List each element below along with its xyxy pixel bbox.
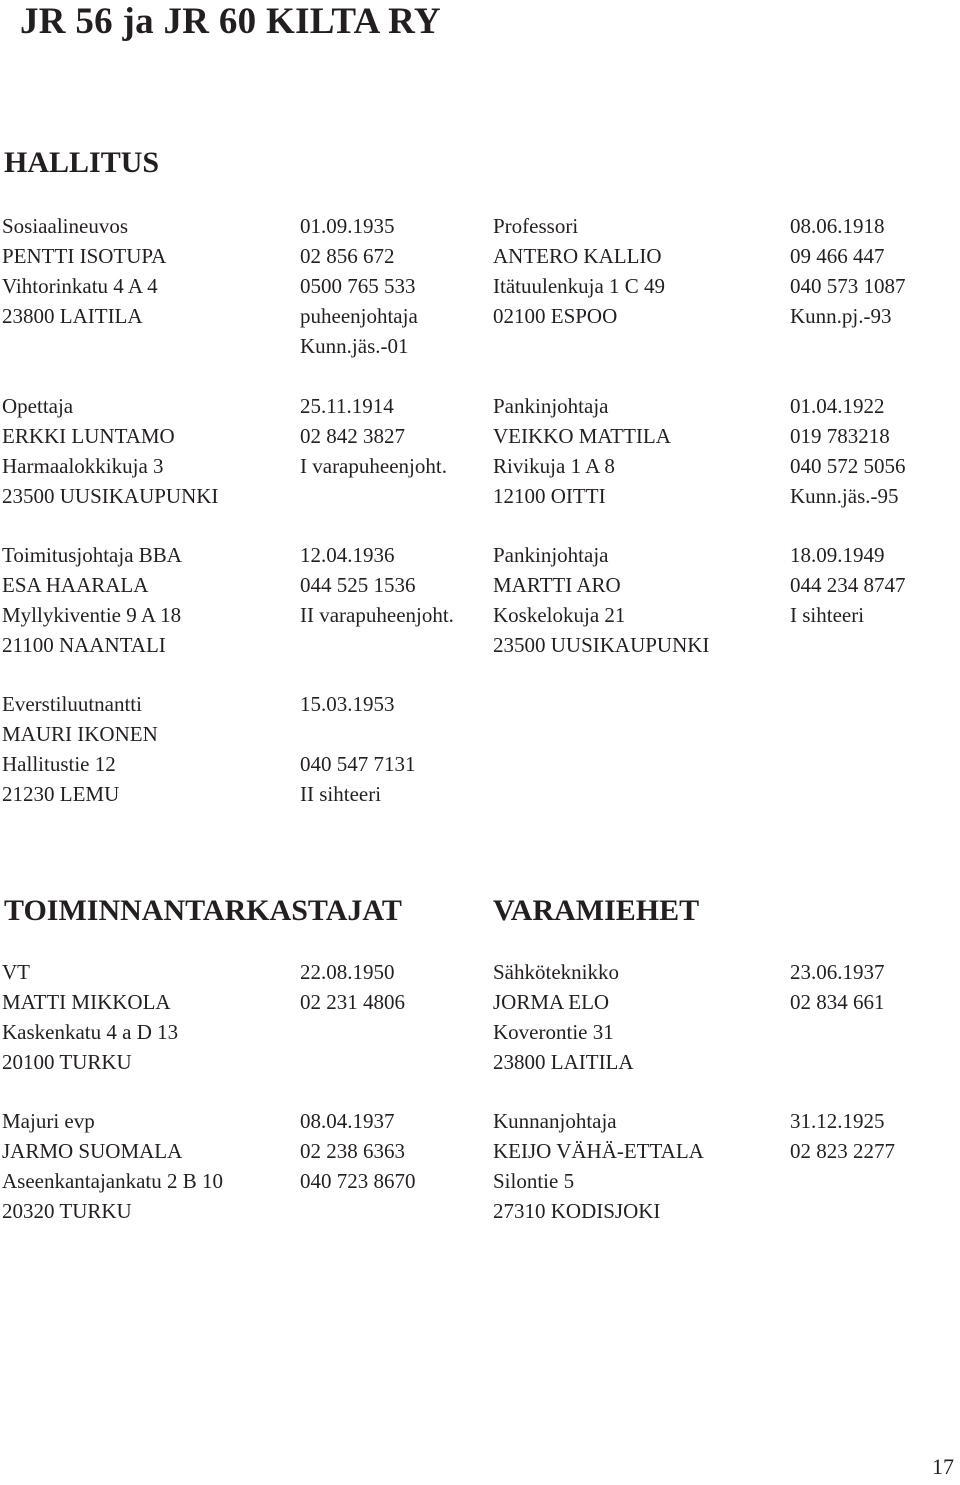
member-city: 12100 OITTI (493, 484, 606, 508)
member-info (2, 689, 158, 809)
member-name: KEIJO VÄHÄ-ETTALA (493, 1139, 704, 1163)
member-street: Hallitustie 12 (2, 752, 116, 776)
member-street: Aseenkantajankatu 2 B 10 (2, 1169, 224, 1193)
member-name: ANTERO KALLIO (493, 244, 662, 268)
member-info (493, 957, 634, 1077)
member-street: Vihtorinkatu 4 A 4 (2, 274, 158, 298)
member-birthdate: 15.03.1953 (300, 692, 395, 716)
member-name: PENTTI ISOTUPA (2, 244, 167, 268)
member-info (493, 211, 665, 331)
member-city: 27310 KODISJOKI (493, 1199, 661, 1223)
member-title: Opettaja (2, 394, 74, 418)
member-name: ERKKI LUNTAMO (2, 424, 175, 448)
member-title: Kunnanjohtaja (493, 1109, 617, 1133)
member-info (493, 391, 671, 511)
member-details (790, 540, 906, 630)
member-info (2, 391, 218, 511)
member-membership: Kunn.pj.-93 (790, 304, 892, 328)
member-city: 21230 LEMU (2, 782, 120, 806)
member-details (300, 540, 454, 630)
member-street: Koskelokuja 21 (493, 603, 626, 627)
member-city: 02100 ESPOO (493, 304, 618, 328)
member-mobile: 040 723 8670 (300, 1169, 416, 1193)
member-membership: Kunn.jäs.-95 (790, 484, 899, 508)
member-street: Koverontie 31 (493, 1020, 614, 1044)
member-city: 20320 TURKU (2, 1199, 132, 1223)
toiminnantarkastajat-heading: TOIMINNANTARKASTAJAT (4, 894, 402, 927)
member-street: Silontie 5 (493, 1169, 575, 1193)
member-city: 20100 TURKU (2, 1050, 132, 1074)
member-details (790, 211, 906, 331)
member-title: VT (2, 960, 30, 984)
member-street: Rivikuja 1 A 8 (493, 454, 615, 478)
member-role: I varapuheenjoht. (300, 454, 447, 478)
member-name: MAURI IKONEN (2, 722, 158, 746)
member-title: Majuri evp (2, 1109, 95, 1133)
varamiehet-heading: VARAMIEHET (493, 894, 700, 927)
member-title: Pankinjohtaja (493, 543, 609, 567)
member-birthdate: 22.08.1950 (300, 960, 395, 984)
page-number: 17 (932, 1454, 954, 1479)
member-birthdate: 08.04.1937 (300, 1109, 395, 1133)
member-mobile: 040 572 5056 (790, 454, 906, 478)
member-info (2, 211, 166, 331)
member-phone: 044 234 8747 (790, 573, 906, 597)
member-phone: 02 834 661 (790, 990, 885, 1014)
member-birthdate: 25.11.1914 (300, 394, 394, 418)
member-membership: Kunn.jäs.-01 (300, 334, 409, 358)
member-info (2, 1106, 223, 1226)
member-phone: 02 238 6363 (300, 1139, 405, 1163)
member-role: II sihteeri (300, 782, 382, 806)
member-role: II varapuheenjoht. (300, 603, 454, 627)
member-mobile: 040 573 1087 (790, 274, 906, 298)
member-blank (300, 719, 416, 749)
member-name: ESA HAARALA (2, 573, 149, 597)
member-details (790, 957, 885, 1017)
member-details (300, 689, 416, 809)
member-title: Sosiaalineuvos (2, 214, 128, 238)
member-name: JORMA ELO (493, 990, 610, 1014)
member-phone: 040 547 7131 (300, 752, 416, 776)
member-info (2, 540, 182, 660)
member-street: Myllykiventie 9 A 18 (2, 603, 182, 627)
member-title: Pankinjohtaja (493, 394, 609, 418)
member-phone: 02 842 3827 (300, 424, 405, 448)
member-birthdate: 01.09.1935 (300, 214, 395, 238)
member-info (493, 1106, 704, 1226)
member-details (300, 1106, 416, 1196)
member-title: Professori (493, 214, 579, 238)
member-details (790, 1106, 895, 1166)
member-mobile: 0500 765 533 (300, 274, 416, 298)
member-details (790, 391, 906, 511)
member-details (300, 957, 405, 1017)
member-phone: 019 783218 (790, 424, 890, 448)
member-phone: 02 231 4806 (300, 990, 405, 1014)
member-birthdate: 23.06.1937 (790, 960, 885, 984)
member-title: Sähköteknikko (493, 960, 619, 984)
member-city: 23500 UUSIKAUPUNKI (2, 484, 219, 508)
member-info (493, 540, 709, 660)
member-name: JARMO SUOMALA (2, 1139, 183, 1163)
member-phone: 02 823 2277 (790, 1139, 895, 1163)
member-role: I sihteeri (790, 603, 865, 627)
member-phone: 044 525 1536 (300, 573, 416, 597)
member-street: Itätuulenkuja 1 C 49 (493, 274, 666, 298)
member-role: puheenjohtaja (300, 304, 418, 328)
member-phone: 02 856 672 (300, 244, 395, 268)
member-city: 23500 UUSIKAUPUNKI (493, 633, 710, 657)
member-birthdate: 01.04.1922 (790, 394, 885, 418)
member-details (300, 211, 418, 361)
member-birthdate: 12.04.1936 (300, 543, 395, 567)
member-birthdate: 18.09.1949 (790, 543, 885, 567)
document-title: JR 56 ja JR 60 KILTA RY (20, 1, 441, 42)
hallitus-heading: HALLITUS (4, 146, 160, 179)
member-birthdate: 31.12.1925 (790, 1109, 885, 1133)
member-city: 21100 NAANTALI (2, 633, 166, 657)
member-info (2, 957, 178, 1077)
member-phone: 09 466 447 (790, 244, 885, 268)
member-birthdate: 08.06.1918 (790, 214, 885, 238)
member-title: Toimitusjohtaja BBA (2, 543, 182, 567)
member-name: MARTTI ARO (493, 573, 621, 597)
member-name: VEIKKO MATTILA (493, 424, 671, 448)
member-city: 23800 LAITILA (493, 1050, 634, 1074)
member-title: Everstiluutnantti (2, 692, 142, 716)
member-street: Harmaalokkikuja 3 (2, 454, 164, 478)
member-details (300, 391, 447, 481)
member-street: Kaskenkatu 4 a D 13 (2, 1020, 179, 1044)
member-name: MATTI MIKKOLA (2, 990, 171, 1014)
member-city: 23800 LAITILA (2, 304, 143, 328)
